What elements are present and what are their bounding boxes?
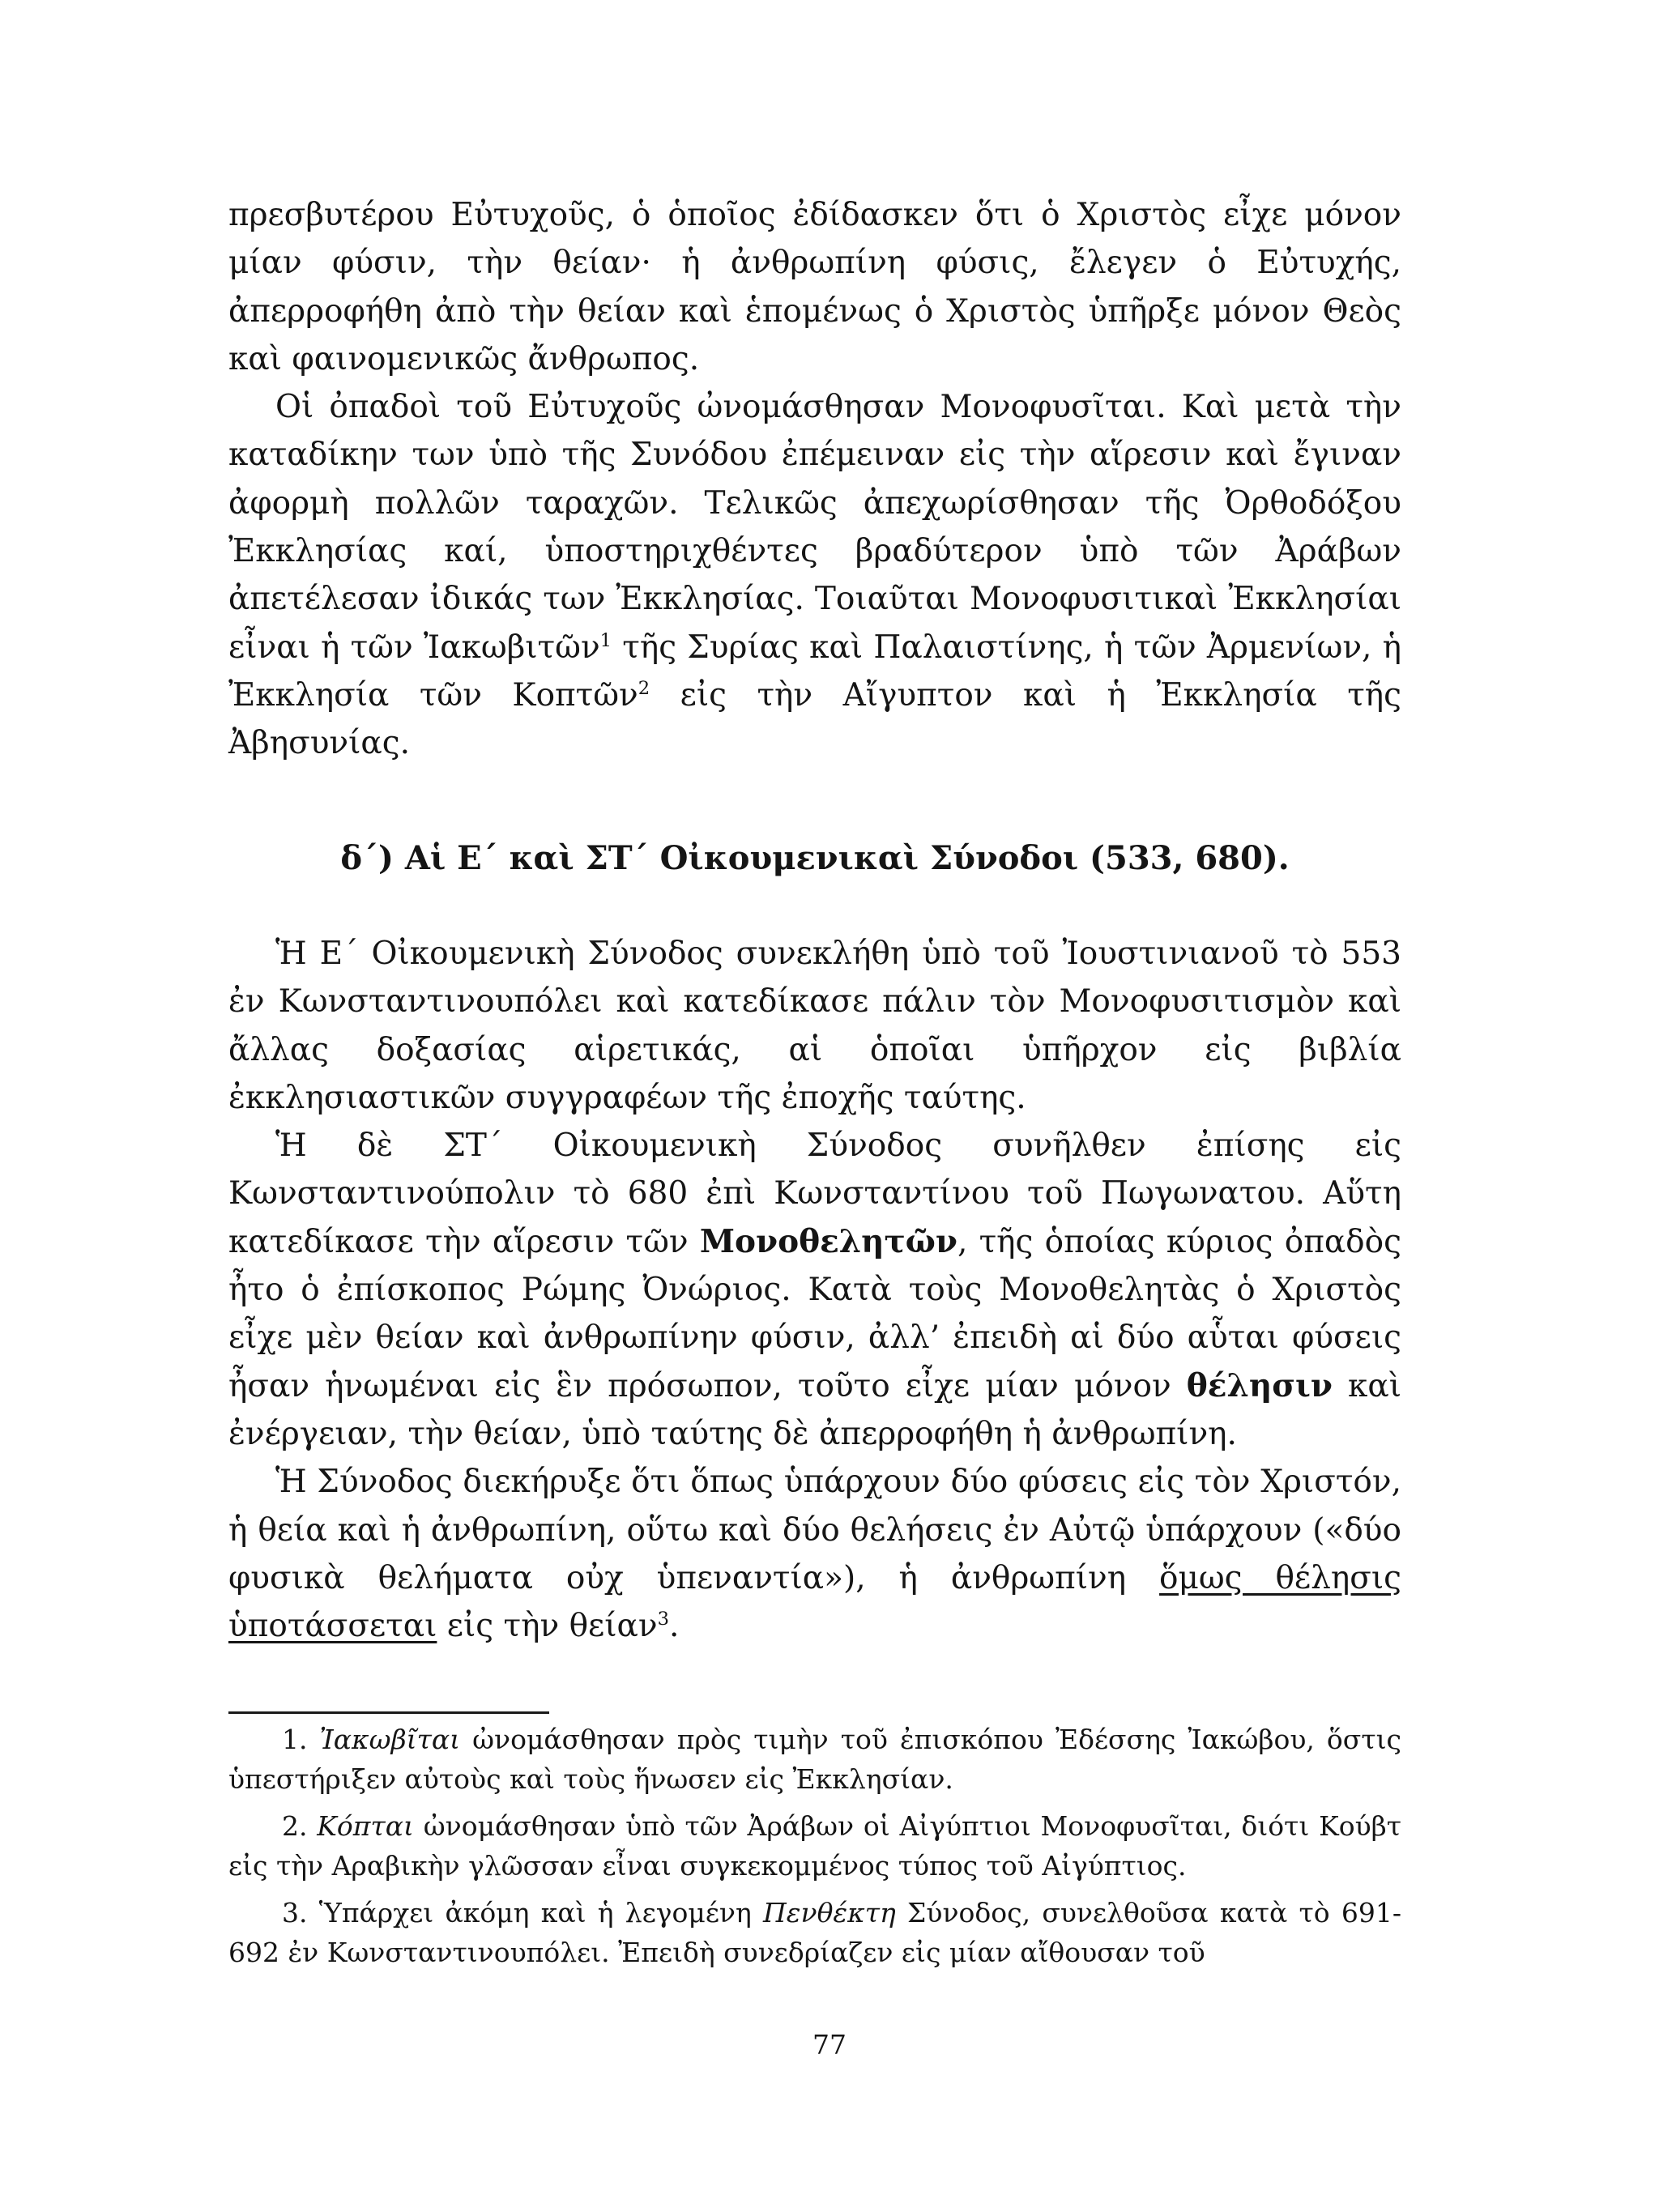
footnote-2 xyxy=(228,1807,1401,1886)
footnotes xyxy=(228,1720,1401,1981)
footnote-1-term: Ἰακωβῖται xyxy=(319,1724,461,1755)
paragraph-4-text-c: καὶ ἐνέργειαν, τὴν θείαν, ὑπὸ ταύτης δὲ ἀπερροφήθη ἡ ἀνθρωπίνη. xyxy=(228,1367,1401,1452)
page-number: 77 xyxy=(812,2029,847,2061)
underlined-phrase: ὅμως θέλησις ὑποτάσσεται xyxy=(228,1559,1401,1645)
footnote-3-text: Σύνοδος, συνελθοῦσα κατὰ τὸ 691-692 ἐν Κωνσταντινουπόλει. Ἐπειδὴ συνεδρίαζεν εἰς μίαν αἴθουσαν τοῦ xyxy=(228,1897,1402,1968)
footnote-1-number: 1. xyxy=(282,1724,308,1755)
paragraph-5 xyxy=(228,1458,1401,1650)
footnote-3 xyxy=(228,1894,1401,1972)
footnote-2-term: Κόπται xyxy=(317,1810,414,1843)
footnote-1-text: ὠνομάσθησαν πρὸς τιμὴν τοῦ ἐπισκόπου Ἐδέσσης Ἰακώβου, ὅστις ὑπεστήριξεν αὐτοὺς καὶ τοὺς ἥνωσεν εἰς Ἐκκλησίαν. xyxy=(228,1724,1402,1795)
footnote-separator xyxy=(228,1711,549,1714)
paragraph-5-text-c: . xyxy=(668,1608,680,1645)
footnote-3-lead: Ὑπάρχει ἀκόμη καὶ ἡ λεγομένη xyxy=(318,1897,764,1929)
body-text-bottom xyxy=(228,930,1401,1650)
footnote-ref-1[interactable]: 1 xyxy=(599,629,612,651)
paragraph-4 xyxy=(228,1122,1401,1458)
footnote-3-term: Πενθέκτη xyxy=(763,1897,896,1929)
paragraph-3: Ἡ Ε΄ Οἰκουμενικὴ Σύνοδος συνεκλήθη ὑπὸ τοῦ Ἰουστινιανοῦ τὸ 553 ἐν Κωνσταντινουπόλει καὶ κατεδίκασε πάλιν τὸν Μονοφυσιτισμὸν καὶ ἄλλας δοξασίας αἱρετικάς, αἱ ὁποῖαι ὑπῆρχον εἰς βιβλία ἐκκλησιαστικῶν συγγραφέων τῆς ἐποχῆς ταύτης. xyxy=(228,936,1401,1116)
paragraph-2 xyxy=(228,383,1401,767)
paragraph-2-text-a: Οἱ ὀπαδοὶ τοῦ Εὐτυχοῦς ὠνομάσθησαν Μονοφυσῖται. Καὶ μετὰ τὴν καταδίκην των ὑπὸ τῆς Συνόδου ἐπέμειναν εἰς τὴν αἵρεσιν καὶ ἔγιναν ἀφορμὴ πολλῶν ταραχῶν. Τελικῶς ἀπεχωρίσθησαν τῆς Ὀρθοδόξου Ἐκκλησίας καί, ὑποστηριχθέντες βραδύτερον ὑπὸ τῶν Ἀράβων ἀπετέλεσαν ἰδικάς των Ἐκκλησίας. Τοιαῦται Μονοφυσιτικαὶ Ἐκκλησίαι εἶναι ἡ τῶν Ἰακωβιτῶν xyxy=(228,389,1401,666)
body-text-top xyxy=(228,191,1401,768)
paragraph-4-text-a: Ἡ δὲ ΣΤ΄ Οἰκουμενικὴ Σύνοδος συνῆλθεν ἐπίσης εἰς Κωνσταντινούπολιν τὸ 680 ἐπὶ Κωνσταντίνου τοῦ Πωγωνατου. Αὕτη κατεδίκασε τὴν αἵρεσιν τῶν xyxy=(228,1127,1401,1260)
paragraph-1: πρεσβυτέρου Εὐτυχοῦς, ὁ ὁποῖος ἐδίδασκεν ὅτι ὁ Χριστὸς εἶχε μόνον μίαν φύσιν, τὴν θείαν· ἡ ἀνθρωπίνη φύσις, ἔλεγεν ὁ Εὐτυχής, ἀπερροφήθη ἀπὸ τὴν θείαν καὶ ἑπομένως ὁ Χριστὸς ὑπῆρξε μόνον Θεὸς καὶ φαινομενικῶς ἄνθρωπος. xyxy=(228,197,1401,377)
bold-term-will: θέλησιν xyxy=(1186,1366,1333,1404)
bold-term-monothelites: Μονοθελητῶν xyxy=(699,1222,957,1260)
paragraph-2-text-c: εἰς τὴν Αἴγυπτον καὶ ἡ Ἐκκλησία τῆς Ἀβησυνίας. xyxy=(228,676,1401,762)
paragraph-5-text-a: Ἡ Σύνοδος διεκήρυξε ὅτι ὅπως ὑπάρχουν δύο φύσεις εἰς τὸν Χριστόν, ἡ θεία καὶ ἡ ἀνθρωπίνη, οὕτω καὶ δύο θελήσεις ἐν Αὐτῷ ὑπάρχουν («δύο φυσικὰ θελήματα οὐχ ὑπεναντία»), ἡ ἀνθρωπίνη xyxy=(228,1464,1401,1596)
paragraph-4-text-b: , τῆς ὁποίας κύριος ὀπαδὸς ἦτο ὁ ἐπίσκοπος Ρώμης Ὀνώριος. Κατὰ τοὺς Μονοθελητὰς ὁ Χριστὸς εἶχε μὲν θείαν καὶ ἀνθρωπίνην φύσιν, ἀλλ’ ἐπειδὴ αἱ δύο αὗται φύσεις ἦσαν ἡνωμέναι εἰς ἓν πρόσωπον, τοῦτο εἶχε μίαν μόνον xyxy=(228,1223,1401,1404)
footnote-2-number: 2. xyxy=(282,1810,308,1843)
footnote-3-number: 3. xyxy=(282,1897,308,1929)
footnote-ref-3[interactable]: 3 xyxy=(657,1609,669,1630)
section-heading: δ΄) Αἱ Ε΄ καὶ ΣΤ΄ Οἰκουμενικαὶ Σύνοδοι (533, 680). xyxy=(340,839,1290,877)
paragraph-2-text-b: τῆς Συρίας καὶ Παλαιστίνης, ἡ τῶν Ἀρμενίων, ἡ Ἐκκλησία τῶν Κοπτῶν xyxy=(228,629,1401,714)
footnote-ref-2[interactable]: 2 xyxy=(638,677,650,699)
footnote-2-text: ὠνομάσθησαν ὑπὸ τῶν Ἀράβων οἱ Αἰγύπτιοι Μονοφυσῖται, διότι Κούβτ εἰς τὴν Αραβικὴν γλῶσσαν εἶναι συγκεκομμένος τύπος τοῦ Αἰγύπτιος. xyxy=(228,1810,1401,1882)
footnote-1 xyxy=(228,1720,1401,1799)
paragraph-5-text-b: εἰς τὴν θείαν xyxy=(437,1608,658,1645)
